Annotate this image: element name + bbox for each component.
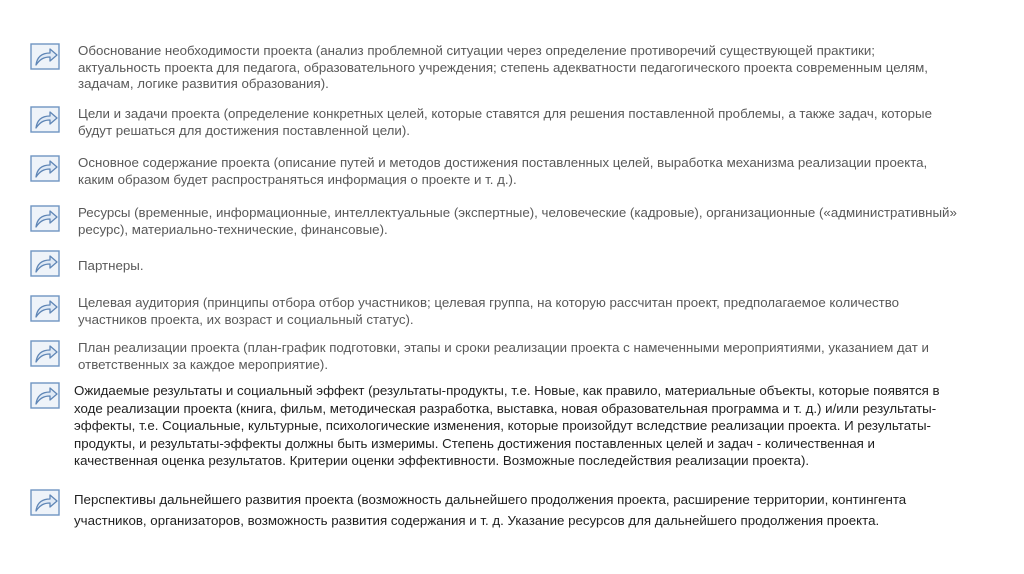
item-text: Перспективы дальнейшего развития проекта (возможность дальнейшего продолжения проекта, расширение территории, контингента участников, организаторов, возможность развития содержания и т. д. Указание ресурсов для дальнейшего продолжения проекта. bbox=[74, 492, 907, 528]
item-text: План реализации проекта (план-график подготовки, этапы и сроки реализации проекта с намеченными мероприятиями, указанием дат и ответственных за каждое мероприятие). bbox=[78, 340, 929, 372]
curved-arrow-box-icon bbox=[30, 205, 62, 233]
curved-arrow-box-icon bbox=[30, 106, 62, 134]
item-text: Основное содержание проекта (описание путей и методов достижения поставленных целей, выработка механизма реализации проекта, каким образом будет распространяться информация о проекте и т. д.). bbox=[78, 155, 928, 187]
list-item-plan bbox=[30, 340, 958, 373]
list-item-goals bbox=[30, 106, 958, 139]
list-item-partners bbox=[30, 250, 958, 278]
list-item-resources bbox=[30, 205, 958, 238]
curved-arrow-box-icon bbox=[30, 489, 62, 517]
list-item-justification bbox=[30, 43, 958, 93]
list-item-prospects bbox=[30, 489, 954, 531]
curved-arrow-box-icon bbox=[30, 382, 62, 410]
item-text: Целевая аудитория (принципы отбора отбор участников; целевая группа, на которую рассчитан проект, предполагаемое количество участников проекта, их возраст и социальный статус). bbox=[78, 295, 900, 327]
list-item-results bbox=[30, 382, 954, 470]
curved-arrow-box-icon bbox=[30, 295, 62, 323]
item-text: Партнеры. bbox=[78, 258, 144, 273]
item-text: Ожидаемые результаты и социальный эффект (результаты-продукты, т.е. Новые, как правило, материальные объекты, которые появятся в ходе реализации проекта (книга, фильм, методическая разработка, выставка, новая образовательная программа и т. д.) и/или результаты-эффекты, т.е. Социальные, культурные, психологические изменения, которые произойдут вследствие реализации проекта. И результаты-продукты, и результаты-эффекты должны быть измеримы. Степень достижения поставленных целей и задач - количественная и качественная оценка результатов. Критерии оценки эффективности. Возможные последействия реализации проекта). bbox=[74, 383, 940, 469]
item-text: Цели и задачи проекта (определение конкретных целей, которые ставятся для решения поставленной проблемы, а также задач, которые будут решаться для достижения поставленной цели). bbox=[78, 106, 932, 138]
list-item-content bbox=[30, 155, 958, 188]
item-text: Ресурсы (временные, информационные, интеллектуальные (экспертные), человеческие (кадровые), организационные («административный» ресурс), материально-технические, финансовые). bbox=[78, 205, 957, 237]
item-text: Обоснование необходимости проекта (анализ проблемной ситуации через определение противоречий существующей практики; актуальность проекта для педагога, образовательного учреждения; степень адекватности педагогического проекта современным целям, задачам, логике развития образования). bbox=[78, 43, 928, 91]
curved-arrow-box-icon bbox=[30, 250, 62, 278]
list-item-audience bbox=[30, 295, 958, 328]
curved-arrow-box-icon bbox=[30, 340, 62, 368]
curved-arrow-box-icon bbox=[30, 43, 62, 71]
curved-arrow-box-icon bbox=[30, 155, 62, 183]
